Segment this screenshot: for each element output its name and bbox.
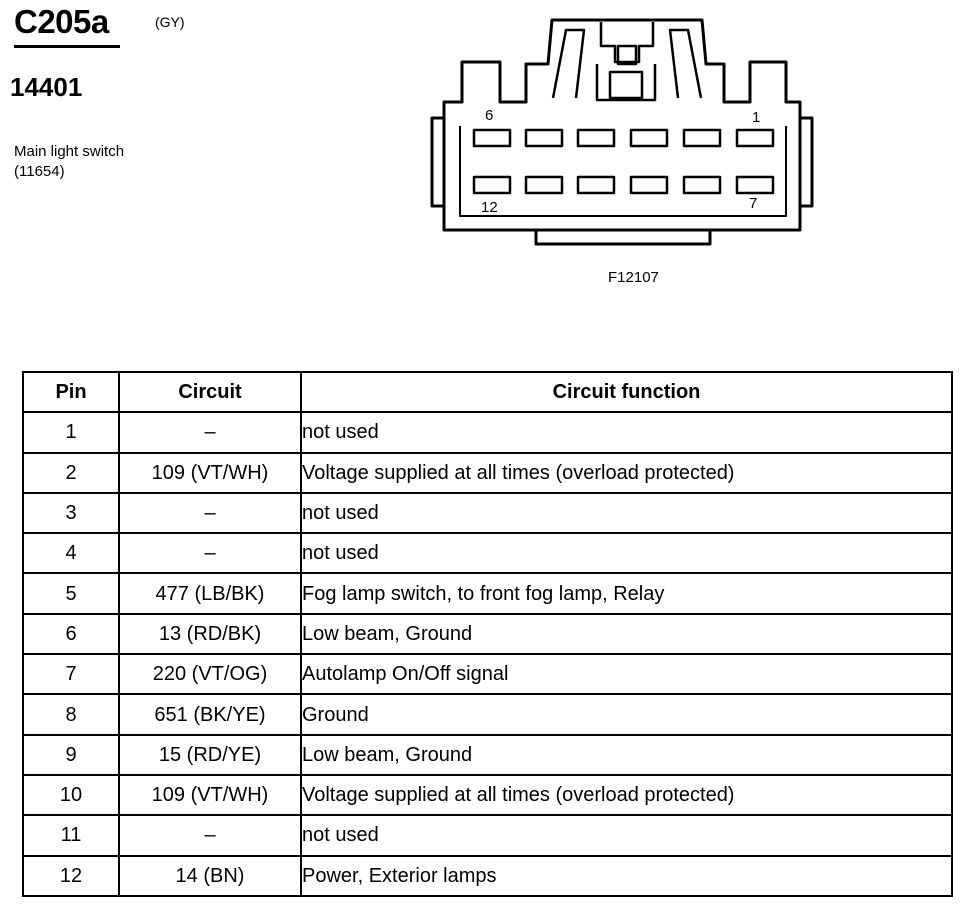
table-row <box>23 775 952 815</box>
connector-face-drawing <box>0 0 962 300</box>
circuit-code: 14 (BN) <box>119 856 301 896</box>
table-header-row <box>23 372 952 412</box>
pin-slot <box>578 130 614 146</box>
pin-number: 12 <box>23 856 119 896</box>
circuit-code: – <box>119 412 301 452</box>
pin-number: 4 <box>23 533 119 573</box>
circuit-code: 220 (VT/OG) <box>119 654 301 694</box>
circuit-function: Autolamp On/Off signal <box>301 654 952 694</box>
pin-slot <box>737 177 773 193</box>
circuit-function: Power, Exterior lamps <box>301 856 952 896</box>
circuit-code: 13 (RD/BK) <box>119 614 301 654</box>
pin-slot <box>631 177 667 193</box>
pin-number: 3 <box>23 493 119 533</box>
pin-label-top-right: 1 <box>752 109 761 126</box>
connector-left-tab <box>432 118 444 206</box>
circuit-function: Voltage supplied at all times (overload protected) <box>301 775 952 815</box>
component-base-number: (11654) <box>14 163 65 180</box>
table-row <box>23 654 952 694</box>
circuit-code: 15 (RD/YE) <box>119 735 301 775</box>
pin-label-bottom-right: 7 <box>749 195 758 212</box>
latch-center-upper <box>601 22 653 62</box>
circuit-code: – <box>119 493 301 533</box>
circuit-code: – <box>119 533 301 573</box>
column-header-circuit: Circuit <box>119 372 301 412</box>
table-row <box>23 493 952 533</box>
pin-label-bottom-left: 12 <box>481 199 498 216</box>
circuit-code: 109 (VT/WH) <box>119 453 301 493</box>
circuit-function: Ground <box>301 694 952 734</box>
table-row <box>23 735 952 775</box>
table-row <box>23 614 952 654</box>
connector-bottom-tab <box>536 230 710 244</box>
pin-number: 1 <box>23 412 119 452</box>
table-row <box>23 573 952 613</box>
circuit-function: Low beam, Ground <box>301 614 952 654</box>
connector-right-tab <box>800 118 812 206</box>
figure-id: F12107 <box>608 269 659 286</box>
pin-label-top-left: 6 <box>485 107 494 124</box>
latch-right-arm <box>670 30 701 98</box>
circuit-function: not used <box>301 493 952 533</box>
pin-slot <box>737 130 773 146</box>
component-name: Main light switch <box>14 143 125 160</box>
pin-number: 5 <box>23 573 119 613</box>
pin-number: 7 <box>23 654 119 694</box>
pin-number: 11 <box>23 815 119 855</box>
table-row <box>23 453 952 493</box>
pin-slot <box>526 130 562 146</box>
circuit-function: Low beam, Ground <box>301 735 952 775</box>
table-row <box>23 412 952 452</box>
pin-number: 9 <box>23 735 119 775</box>
circuit-code: – <box>119 815 301 855</box>
pin-number: 6 <box>23 614 119 654</box>
circuit-code: 651 (BK/YE) <box>119 694 301 734</box>
table-row <box>23 533 952 573</box>
pin-slot <box>526 177 562 193</box>
pin-slot-row-top <box>474 130 773 146</box>
pin-slot <box>474 130 510 146</box>
pin-slot <box>474 177 510 193</box>
table-row <box>23 694 952 734</box>
pinout-table <box>22 371 953 897</box>
pin-slot <box>578 177 614 193</box>
pin-slot <box>684 130 720 146</box>
connector-color: (GY) <box>155 14 185 30</box>
pin-number: 8 <box>23 694 119 734</box>
circuit-code: 109 (VT/WH) <box>119 775 301 815</box>
table-row <box>23 856 952 896</box>
pin-number: 10 <box>23 775 119 815</box>
latch-left-arm <box>553 30 584 98</box>
latch-center-lower <box>597 64 655 100</box>
pin-slot <box>631 130 667 146</box>
connector-id: C205a <box>14 3 109 40</box>
circuit-function: Voltage supplied at all times (overload protected) <box>301 453 952 493</box>
circuit-function: not used <box>301 533 952 573</box>
circuit-function: not used <box>301 412 952 452</box>
circuit-function: not used <box>301 815 952 855</box>
column-header-pin: Pin <box>23 372 119 412</box>
column-header-function: Circuit function <box>301 372 952 412</box>
pin-slot <box>684 177 720 193</box>
table-row <box>23 815 952 855</box>
circuit-function: Fog lamp switch, to front fog lamp, Relay <box>301 573 952 613</box>
circuit-code: 477 (LB/BK) <box>119 573 301 613</box>
pin-number: 2 <box>23 453 119 493</box>
pin-slot-row-bottom <box>474 177 773 193</box>
part-number: 14401 <box>10 72 83 102</box>
